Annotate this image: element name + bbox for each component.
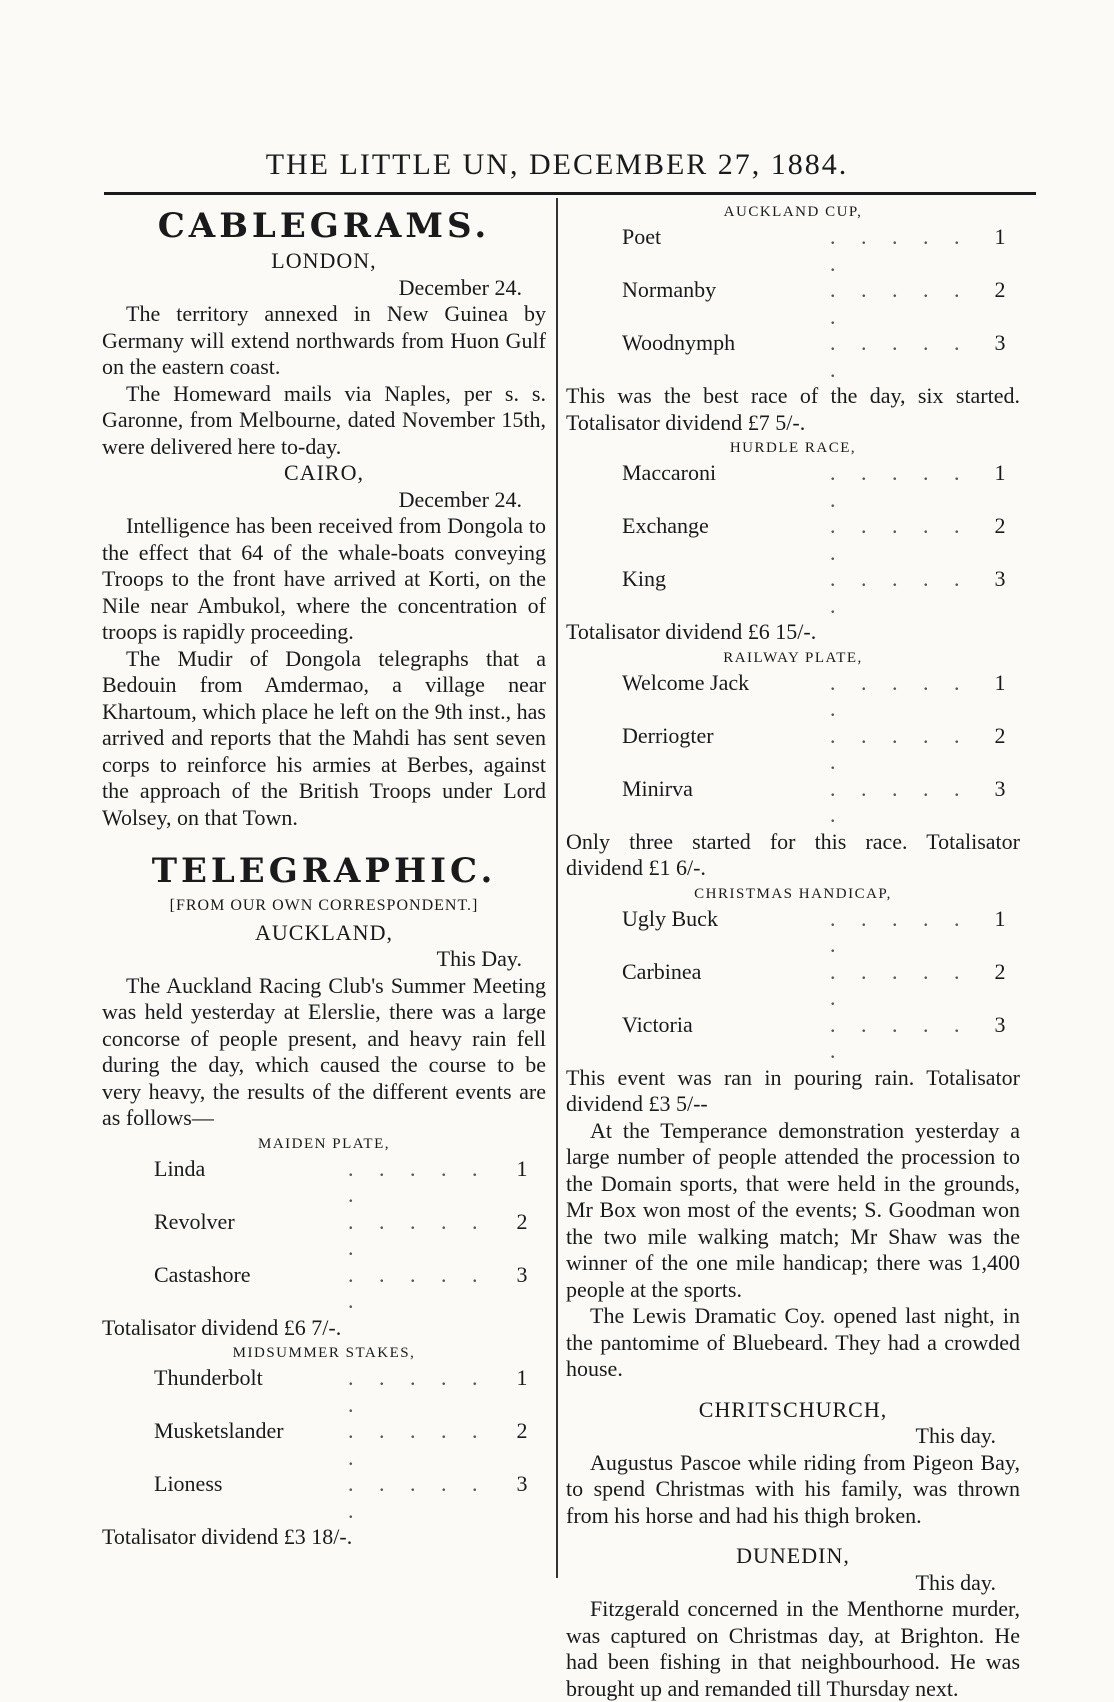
race-result-row	[566, 776, 1020, 829]
placing: 1	[994, 905, 1006, 931]
leader-dots: . . . . . .	[830, 513, 970, 565]
maiden-plate-title: MAIDEN PLATE,	[258, 1135, 390, 1152]
lewis-dramatic-paragraph: The Lewis Dramatic Coy. opened last night, in the pantomime of Bluebeard. They had a crowded house.	[566, 1303, 1020, 1381]
race-result-row	[102, 1156, 546, 1209]
placing: 2	[516, 1418, 528, 1443]
race-result-row	[566, 723, 1020, 776]
horse-name: Maccaroni	[622, 460, 717, 485]
leader-dots: . . . . . .	[830, 905, 970, 957]
london-paragraph-2: The Homeward mails via Naples, per s. s. Garonne, from Melbourne, dated November 15th, were delivered here to-day.	[102, 380, 546, 459]
placing: 3	[994, 775, 1006, 801]
placing: 1	[994, 224, 1006, 249]
horse-name: Exchange	[622, 513, 709, 538]
leader-dots: . . . . . .	[830, 722, 970, 774]
midsummer-stakes-title: MIDSUMMER STAKES,	[232, 1345, 416, 1361]
leader-dots: . . . . . .	[830, 566, 970, 618]
placing: 3	[994, 566, 1006, 591]
race-result-row	[566, 906, 1020, 959]
placing: 3	[994, 1011, 1006, 1037]
placing: 2	[994, 722, 1006, 748]
leader-dots: . . . . . .	[830, 224, 970, 276]
leader-dots: . . . . . .	[830, 1011, 970, 1063]
leader-dots: . . . . . .	[348, 1365, 488, 1417]
hurdle-race-title: HURDLE RACE,	[729, 440, 857, 456]
horse-name: Castashore	[154, 1261, 251, 1287]
auckland-cup-note: This was the best race of the day, six started. Totalisator dividend £7 5/-.	[566, 383, 1020, 435]
cairo-dateline-place: CAIRO,	[284, 460, 364, 485]
race-result-row	[566, 1012, 1020, 1065]
telegraphic-heading: TELEGRAPHIC.	[151, 851, 497, 891]
railway-plate-title: RAILWAY PLATE,	[723, 649, 863, 666]
race-result-row	[102, 1365, 546, 1418]
leader-dots: . . . . . .	[830, 958, 970, 1010]
christchurch-dateline-date: This day.	[915, 1423, 996, 1448]
leader-dots: . . . . . .	[830, 669, 970, 721]
race-result-row	[566, 670, 1020, 723]
dunedin-dateline-place: DUNEDIN,	[736, 1543, 850, 1568]
leader-dots: . . . . . .	[830, 277, 970, 329]
auckland-cup-title: AUCKLAND CUP,	[723, 204, 863, 220]
placing: 1	[994, 669, 1006, 695]
leader-dots: . . . . . .	[348, 1261, 488, 1313]
hurdle-race-dividend: Totalisator dividend £6 15/-.	[566, 619, 817, 644]
placing: 1	[516, 1365, 528, 1390]
race-result-row	[566, 959, 1020, 1012]
christchurch-paragraph: Augustus Pascoe while riding from Pigeon Bay, to spend Christmas with his family, was thrown from his horse and had his thigh broken.	[566, 1449, 1020, 1528]
placing: 2	[516, 1208, 528, 1234]
railway-plate-note: Only three started for this race. Totalisator dividend £1 6/-.	[566, 828, 1020, 880]
leader-dots: . . . . . .	[348, 1471, 488, 1523]
placing: 3	[516, 1261, 528, 1287]
placing: 3	[994, 330, 1006, 355]
race-result-row	[566, 566, 1020, 619]
race-result-row	[102, 1418, 546, 1471]
placing: 2	[994, 513, 1006, 538]
horse-name: Revolver	[154, 1208, 235, 1234]
horse-name: Linda	[154, 1155, 206, 1181]
race-result-row	[102, 1471, 546, 1524]
leader-dots: . . . . . .	[830, 775, 970, 827]
horse-name: Welcome Jack	[622, 669, 750, 695]
leader-dots: . . . . . .	[348, 1208, 488, 1260]
placing: 1	[516, 1155, 528, 1181]
midsummer-stakes-dividend: Totalisator dividend £3 18/-.	[102, 1524, 353, 1549]
race-result-row	[566, 330, 1020, 383]
horse-name: Musketslander	[154, 1418, 284, 1443]
christmas-handicap-title: CHRISTMAS HANDICAP,	[694, 885, 892, 902]
correspondent-note: [FROM OUR OWN CORRESPONDENT.]	[169, 897, 479, 914]
auckland-paragraph: The Auckland Racing Club's Summer Meeting was held yesterday at Elerslie, there was a large concorse of people present, and heavy rain fell during the day, which caused the course to be very heavy, the results of the different events are as follows—	[102, 972, 546, 1130]
placing: 2	[994, 958, 1006, 984]
race-result-row	[566, 277, 1020, 330]
race-result-row	[566, 460, 1020, 513]
london-paragraph-1: The territory annexed in New Guinea by Germany will extend northwards from Huon Gulf on the eastern coast.	[102, 301, 546, 379]
horse-name: Derriogter	[622, 722, 714, 748]
leader-dots: . . . . . .	[830, 460, 970, 512]
temperance-paragraph: At the Temperance demonstration yesterday a large number of people attended the procession to the Domain sports, that were held in the grounds, Mr Box won most of the events; S. Goodman won the two mile walking match; Mr Shaw was the winner of the one mile handicap; there was 1,400 people at the sports.	[566, 1117, 1020, 1302]
christmas-handicap-note: This event was ran in pouring rain. Totalisator dividend £3 5/--	[566, 1064, 1020, 1116]
race-result-row	[102, 1209, 546, 1262]
cairo-paragraph-2: The Mudir of Dongola telegraphs that a Bedouin from Amdermao, a village near Khartoum, which place he left on the 9th inst., has arrived and reports that the Mahdi has sent seven corps to reinforce his armies at Berbes, against the approach of the British Troops under Lord Wolsey, on that Town.	[102, 645, 546, 830]
left-column	[102, 200, 546, 1551]
london-dateline-place: LONDON,	[271, 248, 377, 273]
horse-name: Victoria	[622, 1011, 693, 1037]
horse-name: Ugly Buck	[622, 905, 718, 931]
leader-dots: . . . . . .	[830, 330, 970, 382]
race-result-row	[102, 1262, 546, 1315]
race-result-row	[566, 224, 1020, 277]
horse-name: Woodnymph	[622, 330, 736, 355]
auckland-dateline-place: AUCKLAND,	[255, 919, 393, 945]
dunedin-paragraph: Fitzgerald concerned in the Menthorne murder, was captured on Christmas day, at Brighton. He had been fishing in that neighbourhood. He was brought up and remanded till Thursday next.	[566, 1596, 1020, 1701]
horse-name: Minirva	[622, 775, 693, 801]
horse-name: Lioness	[154, 1471, 223, 1496]
dunedin-dateline-date: This day.	[915, 1569, 996, 1595]
cablegrams-heading: CABLEGRAMS.	[157, 206, 491, 246]
race-result-row	[566, 513, 1020, 566]
placing: 3	[516, 1471, 528, 1496]
london-dateline-date: December 24.	[398, 274, 522, 300]
horse-name: King	[622, 566, 666, 591]
maiden-plate-dividend: Totalisator dividend £6 7/-.	[102, 1314, 342, 1340]
placing: 2	[994, 277, 1006, 302]
placing: 1	[994, 460, 1006, 485]
auckland-dateline-date: This Day.	[436, 946, 522, 971]
masthead-rule	[104, 192, 1036, 195]
right-column	[566, 200, 1020, 1702]
horse-name: Thunderbolt	[154, 1365, 263, 1390]
cairo-paragraph-1: Intelligence has been received from Dongola to the effect that 64 of the whale-boats conveying Troops to the front have arrived at Korti, on the Nile near Ambukol, where the concentration of troops is rapidly proceeding.	[102, 513, 546, 644]
masthead-title: THE LITTLE UN, DECEMBER 27, 1884.	[265, 148, 849, 181]
cairo-dateline-date: December 24.	[398, 486, 522, 512]
leader-dots: . . . . . .	[348, 1418, 488, 1470]
horse-name: Poet	[622, 224, 662, 249]
horse-name: Carbinea	[622, 958, 702, 984]
christchurch-dateline-place: CHRITSCHURCH,	[698, 1396, 888, 1422]
horse-name: Normanby	[622, 277, 717, 302]
column-divider	[556, 198, 558, 1578]
leader-dots: . . . . . .	[348, 1155, 488, 1207]
